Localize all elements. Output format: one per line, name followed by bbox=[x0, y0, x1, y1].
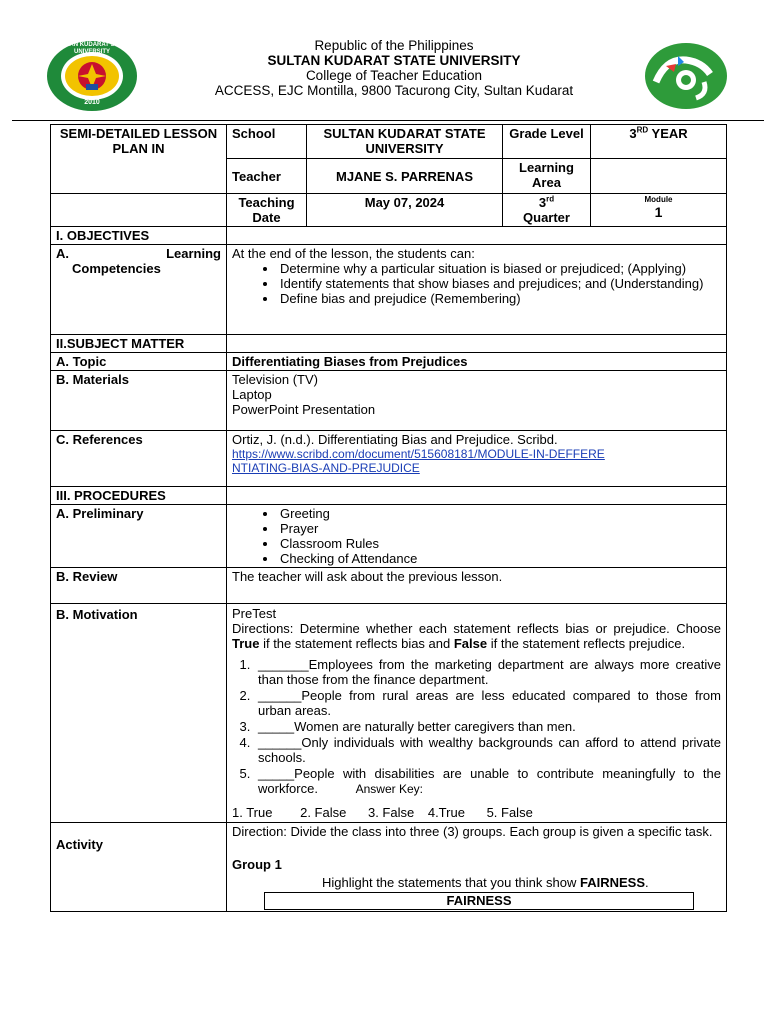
seal-text-year: 2010 bbox=[84, 99, 100, 106]
pretest-question: 4. ______Only individuals with wealthy backgrounds can afford to attend private schools. bbox=[254, 735, 721, 765]
module-value: 1 bbox=[654, 204, 663, 220]
topic-value: Differentiating Biases from Prejudices bbox=[227, 353, 727, 371]
grade-level-value bbox=[591, 125, 727, 159]
materials-label: B. Materials bbox=[51, 371, 227, 431]
header-address: ACCESS, EJC Montilla, 9800 Tacurong City, Sultan Kudarat bbox=[214, 83, 574, 98]
topic-label: A. Topic bbox=[51, 353, 227, 371]
pretest-question: 2. ______People from rural areas are less educated compared to those from urban areas. bbox=[254, 688, 721, 718]
header-republic: Republic of the Philippines bbox=[314, 38, 474, 53]
group1-text: Highlight the statements that you think show bbox=[322, 875, 580, 890]
school-value: SULTAN KUDARAT STATE UNIVERSITY bbox=[307, 125, 503, 159]
group1-instruction bbox=[232, 875, 721, 890]
review-text: The teacher will ask about the previous lesson. bbox=[227, 568, 727, 604]
pretest-directions bbox=[232, 621, 721, 651]
objectives-empty bbox=[227, 227, 727, 245]
objectives-heading: I. OBJECTIVES bbox=[51, 227, 227, 245]
lesson-plan-table bbox=[50, 124, 727, 912]
materials-content bbox=[227, 371, 727, 431]
answer-key-label: Answer Key: bbox=[355, 782, 423, 796]
subject-matter-heading: II.SUBJECT MATTER bbox=[51, 335, 227, 353]
directions-part: if the statement reflects bias and bbox=[259, 636, 454, 651]
preliminary-list bbox=[232, 506, 721, 566]
reference-link[interactable]: https://www.scribd.com/document/515608181/MODULE-IN-DEFFERENTIATING-BIAS-AND-PREJUDICE bbox=[232, 447, 605, 475]
lesson-plan-title: SEMI-DETAILED LESSON PLAN IN bbox=[51, 125, 227, 194]
grade-number: 3 bbox=[629, 126, 637, 141]
answer-item: 1. True bbox=[232, 805, 273, 820]
references-label: C. References bbox=[51, 431, 227, 487]
directions-part: if the statement reflects prejudice. bbox=[487, 636, 686, 651]
lc-word-learning: Learning bbox=[166, 246, 221, 261]
objective-item: • Identify statements that show biases and prejudices; and (Understanding) bbox=[278, 276, 721, 291]
learning-area-label: Learning Area bbox=[503, 159, 591, 194]
preliminary-item: • Classroom Rules bbox=[278, 536, 721, 551]
directions-false: False bbox=[453, 636, 488, 651]
procedures-empty bbox=[227, 487, 727, 505]
material-item: Laptop bbox=[232, 387, 272, 402]
teacher-value: MJANE S. PARRENAS bbox=[307, 159, 503, 194]
preliminary-content bbox=[227, 505, 727, 568]
answer-item: 2. False bbox=[300, 805, 347, 820]
module-label: Module bbox=[644, 195, 673, 204]
answer-key bbox=[232, 805, 721, 820]
answer-item: 3. False bbox=[367, 805, 415, 820]
objectives-intro: At the end of the lesson, the students can: bbox=[232, 246, 475, 261]
activity-label: Activity bbox=[51, 823, 227, 912]
subject-empty bbox=[227, 335, 727, 353]
info-empty-cell bbox=[51, 194, 227, 227]
material-item: Television (TV) bbox=[232, 372, 318, 387]
objective-item: • Define bias and prejudice (Remembering) bbox=[278, 291, 721, 306]
group1-fairness: FAIRNESS bbox=[579, 875, 645, 890]
teaching-date-value: May 07, 2024 bbox=[307, 194, 503, 227]
answer-item: 4.True bbox=[427, 805, 465, 820]
objective-item: • Determine why a particular situation is biased or prejudiced; (Applying) bbox=[278, 261, 721, 276]
quarter-number: 3 bbox=[538, 195, 547, 210]
activity-direction: Direction: Divide the class into three (3) groups. Each group is given a specific task. bbox=[232, 824, 713, 839]
header-college: College of Teacher Education bbox=[305, 68, 483, 83]
motivation-label: B. Motivation bbox=[51, 604, 227, 823]
activity-content bbox=[227, 823, 727, 912]
preliminary-item: • Prayer bbox=[278, 521, 721, 536]
pretest-title: PreTest bbox=[232, 606, 277, 621]
school-label: School bbox=[227, 125, 307, 159]
directions-part: Directions: Determine whether each statement reflects bias or prejudice. Choose bbox=[232, 621, 721, 636]
seal-text-top: SULTAN KUDARAT STATE UNIVERSITY bbox=[54, 42, 130, 55]
review-label: B. Review bbox=[51, 568, 227, 604]
learning-competencies-label bbox=[51, 245, 227, 335]
pretest-question: 1. _______Employees from the marketing department are always more creative than those from the finance department. bbox=[254, 657, 721, 687]
header-university: SULTAN KUDARAT STATE UNIVERSITY bbox=[267, 53, 521, 68]
header-divider bbox=[12, 120, 764, 121]
preliminary-item: • Greeting bbox=[278, 506, 721, 521]
references-content bbox=[227, 431, 727, 487]
pretest-question: 3. _____Women are naturally better caregivers than men. bbox=[254, 719, 721, 734]
teaching-date-label: Teaching Date bbox=[227, 194, 307, 227]
pretest-question-5 bbox=[254, 766, 721, 797]
grade-year: YEAR bbox=[648, 126, 688, 141]
fairness-box: FAIRNESS bbox=[264, 892, 694, 910]
motivation-content bbox=[227, 604, 727, 823]
lc-word-competencies: Competencies bbox=[72, 261, 161, 276]
procedures-heading: III. PROCEDURES bbox=[51, 487, 227, 505]
learning-area-value bbox=[591, 159, 727, 194]
lc-letter: A. bbox=[56, 246, 69, 261]
objectives-content bbox=[227, 245, 727, 335]
quarter-word: Quarter bbox=[523, 210, 570, 225]
preliminary-item: • Checking of Attendance bbox=[278, 551, 721, 566]
quarter-cell bbox=[503, 194, 591, 227]
directions-true: True bbox=[232, 636, 260, 651]
teacher-label: Teacher bbox=[227, 159, 307, 194]
group1-label: Group 1 bbox=[232, 857, 282, 872]
material-item: PowerPoint Presentation bbox=[232, 402, 376, 417]
group1-period: . bbox=[645, 875, 649, 890]
module-cell bbox=[591, 194, 727, 227]
quarter-suffix: rd bbox=[546, 194, 555, 204]
pretest-questions bbox=[232, 657, 721, 797]
reference-citation: Ortiz, J. (n.d.). Differentiating Bias and Prejudice. Scribd. bbox=[232, 432, 558, 447]
pretest-question: _____People with disabilities are unable to contribute meaningfully to the workforce. bbox=[258, 766, 721, 796]
answer-item: 5. False bbox=[486, 805, 533, 820]
grade-level-label: Grade Level bbox=[503, 125, 591, 159]
preliminary-label: A. Preliminary bbox=[51, 505, 227, 568]
grade-suffix: RD bbox=[636, 125, 649, 135]
objectives-list bbox=[232, 261, 721, 306]
